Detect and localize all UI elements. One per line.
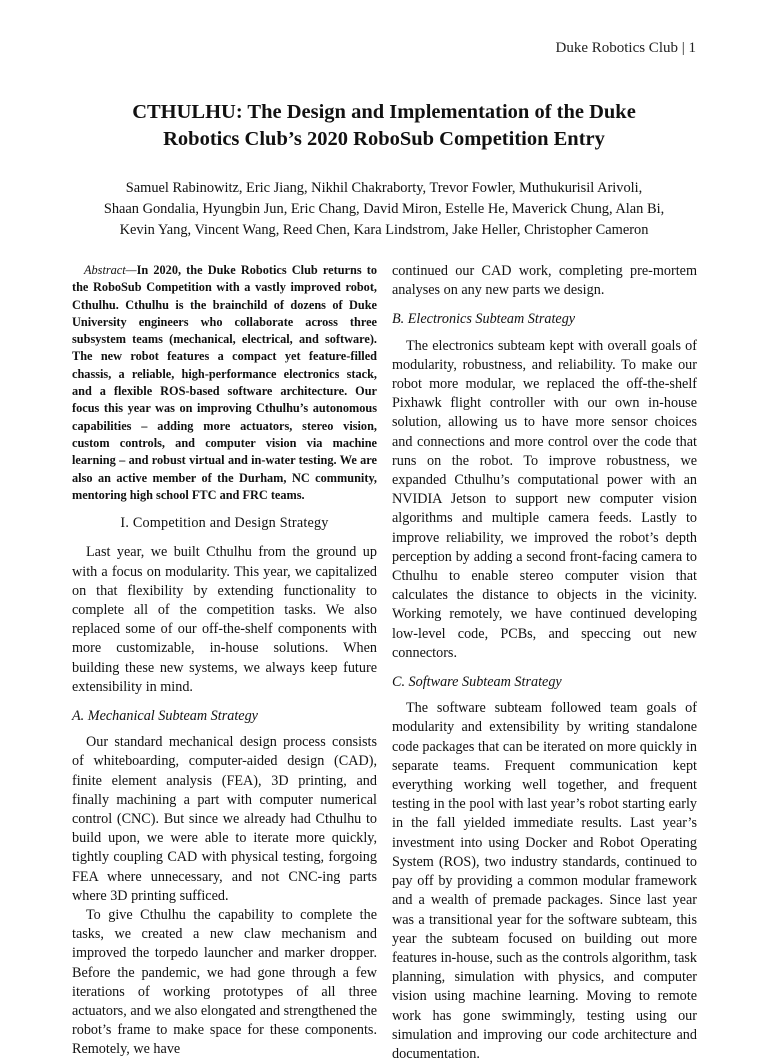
authors-line-1: Samuel Rabinowitz, Eric Jiang, Nikhil Chakraborty, Trevor Fowler, Muthukurisil Arivoli, <box>125 180 643 196</box>
mechanical-paragraph-2: To give Cthulhu the capability to complete the tasks, we created a new claw mechanism and improved the torpedo launcher and marker dropper. Before the pandemic, we had gone through a few iterations of working prototypes of all three actuators, and we also elongated and strengthened the robot’s frame to make space for these components. Remotely, we have <box>72 907 377 1058</box>
authors-line-2: Shaan Gondalia, Hyungbin Jun, Eric Chang, David Miron, Estelle He, Maverick Chung, Alan Bi, <box>103 201 665 217</box>
subsection-heading-software: C. Software Subteam Strategy <box>392 674 562 691</box>
running-header: Duke Robotics Club | 1 <box>555 40 696 56</box>
section1-paragraph: Last year, we built Cthulhu from the ground up with a focus on modularity. This year, we capitalized on that flexibility by extending functionality to complete all of the competition tasks. We also replaced some of our off-the-shelf components with more customizable, in-house solutions. When building these new systems, we always keep future extensibility in mind. <box>72 544 377 695</box>
authors-line-3: Kevin Yang, Vincent Wang, Reed Chen, Kara Lindstrom, Jake Heller, Christopher Cameron <box>119 222 649 238</box>
electronics-paragraph: The electronics subteam kept with overall goals of modularity, robustness, and reliability. To make our robot more modular, we replaced the off-the-shelf Pixhawk flight controller with our own in-house solution, allowing us to have more sensor choices and connections and more control over the code that runs on the robot. To improve robustness, we expanded Cthulhu’s computational power with an NVIDIA Jetson to support new computer vision algorithms and multiple camera feeds. Lastly to improve reliability, we improved the robot’s depth perception by adding a second front-facing camera to Cthulhu to enable stereo computer vision that calculates the distance to objects in the vicinity. Working remotely, we have continued developing low-level code, PCBs, and speccing out new connectors. <box>392 337 697 661</box>
title-line-1: CTHULHU: The Design and Implementation of the Duke <box>132 101 636 123</box>
left-column <box>72 262 377 1060</box>
abstract-text: In 2020, the Duke Robotics Club returns to the RoboSub Competition with a vastly improved robot, Cthulhu. Cthulhu is the brainchild of dozens of Duke University engineers who collaborate across three subsystem teams (mechanical, electrical, and software). The new robot features a compact yet feature-filled chassis, a reliable, high-performance electronics stack, and a flexible ROS-based software architecture. Our focus this year was on improving Cthulhu’s autonomous capabilities – adding more actuators, stereo vision, custom controls, and computer vision via machine learning – and robust virtual and in-water testing. We are also an active member of the Durham, NC community, mentoring high school FTC and FRC teams. <box>72 263 377 502</box>
abstract-label: Abstract— <box>84 263 137 277</box>
abstract <box>72 262 377 504</box>
mechanical-paragraph-1: Our standard mechanical design process consists of whiteboarding, computer-aided design (CAD), finite element analysis (FEA), 3D printing, and finally machining a part with computer numerical control (CNC). But since we already had Cthulhu to build upon, we were able to iterate more quickly, tightly coupling CAD with physical testing, forgoing FEA where unnecessary, and not CNC-ing parts where 3D printing sufficed. <box>72 734 377 904</box>
paper-title <box>60 99 708 153</box>
subsection-heading-electronics: B. Electronics Subteam Strategy <box>392 311 576 328</box>
title-line-2: Robotics Club’s 2020 RoboSub Competition Entry <box>163 128 605 150</box>
software-paragraph: The software subteam followed team goals of modularity and extensibility by writing standalone code packages that can be iterated on more quickly in separate teams. Frequent communication kept everything working well together, and frequent testing in the pool with last year’s robot starting early in the fall yielded immediate results. Last year’s investment into using Docker and Robot Operating System (ROS), two industry standards, continued to pay off by providing a common modular framework and a wealth of premade packages. Since last year was a transitional year for the software subteam, this year the subteam focused on building out more features in-house, such as the controls algorithm, task planning, simulation with physics, and computer vision using machine learning. Moving to remote work has gone swimmingly, testing using our simulation and improving our code architecture and documentation. <box>392 700 697 1062</box>
mechanical-paragraph-2-continued: continued our CAD work, completing pre-mortem analyses on any new parts we design. <box>392 263 697 299</box>
subsection-heading-mechanical: A. Mechanical Subteam Strategy <box>72 707 258 724</box>
author-list <box>60 178 708 241</box>
section-heading-competition-strategy: I. Competition and Design Strategy <box>120 515 329 532</box>
right-column <box>392 262 697 1064</box>
